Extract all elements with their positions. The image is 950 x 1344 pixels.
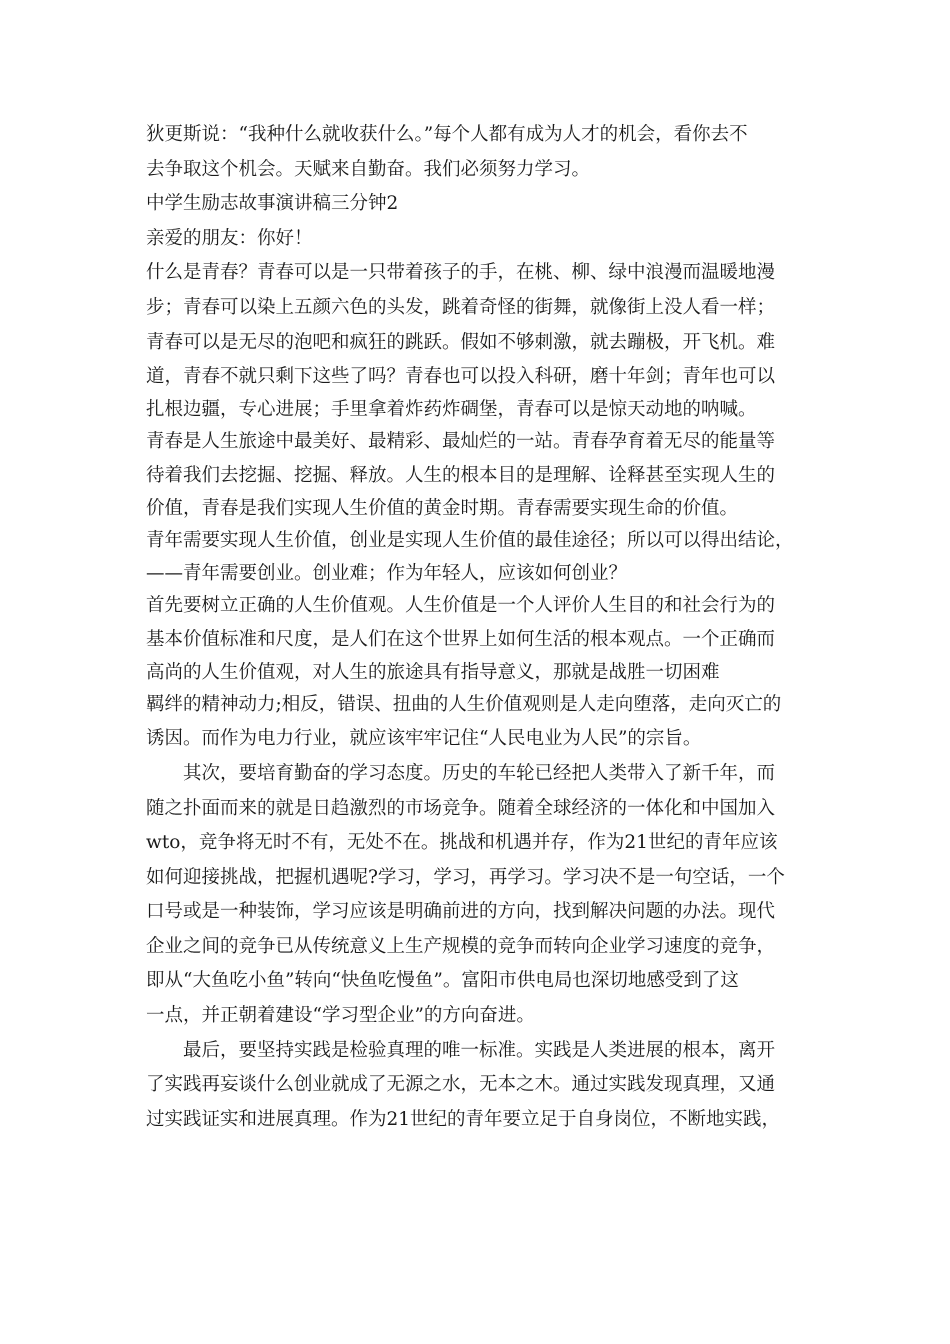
body-line: 青年需要实现人生价值，创业是实现人生价值的最佳途径；所以可以得出结论，: [146, 529, 794, 551]
body-line: 如何迎接挑战，把握机遇呢?学习，学习，再学习。学习决不是一句空话，一个: [146, 866, 785, 888]
body-line: 扎根边疆，专心进展；手里拿着炸药炸碉堡，青春可以是惊天动地的呐喊。: [146, 398, 757, 420]
greeting-line: 亲爱的朋友：你好！: [146, 227, 313, 249]
body-line: 青春可以是无尽的泡吧和疯狂的跳跃。假如不够刺激，就去蹦极，开飞机。难: [146, 331, 776, 353]
body-line: 口号或是一种装饰，学习应该是明确前进的方向，找到解决问题的办法。现代: [146, 901, 776, 923]
body-line: ——青年需要创业。创业难；作为年轻人，应该如何创业？: [146, 562, 628, 584]
body-line: 高尚的人生价值观，对人生的旅途具有指导意义，那就是战胜一切困难: [146, 661, 720, 683]
body-line: 随之扑面而来的就是日趋激烈的市场竞争。随着全球经济的一体化和中国加入: [146, 797, 776, 819]
body-line: 首先要树立正确的人生价值观。人生价值是一个人评价人生目的和社会行为的: [146, 594, 776, 616]
body-line: 即从“大鱼吃小鱼”转向“快鱼吃慢鱼”。富阳市供电局也深切地感受到了这: [146, 970, 739, 992]
body-line: 青春是人生旅途中最美好、最精彩、最灿烂的一站。青春孕育着无尽的能量等: [146, 430, 776, 452]
body-line: 了实践再妄谈什么创业就成了无源之水，无本之木。通过实践发现真理，又通: [146, 1074, 776, 1096]
body-line: 过实践证实和进展真理。作为21世纪的青年要立足于自身岗位，不断地实践，: [146, 1108, 781, 1130]
body-line: 其次，要培育勤奋的学习态度。历史的车轮已经把人类带入了新千年，而: [183, 762, 776, 784]
document-body: [146, 118, 810, 1137]
body-line: 狄更斯说：“我种什么就收获什么。”每个人都有成为人才的机会，看你去不: [146, 124, 748, 145]
body-line: 步；青春可以染上五颜六色的头发，跳着奇怪的街舞，就像街上没人看一样；: [146, 296, 776, 318]
section-title: 中学生励志故事演讲稿三分钟2: [146, 193, 399, 215]
body-line: 基本价值标准和尺度，是人们在这个世界上如何生活的根本观点。一个正确而: [146, 629, 776, 651]
body-line: 待着我们去挖掘、挖掘、释放。人生的根本目的是理解、诠释甚至实现人生的: [146, 465, 776, 487]
body-line: 最后，要坚持实践是检验真理的唯一标准。实践是人类进展的根本，离开: [183, 1039, 776, 1061]
body-line: 道，青春不就只剩下这些了吗？青春也可以投入科研，磨十年剑；青年也可以: [146, 366, 776, 388]
body-line: wto，竞争将无时不有，无处不在。挑战和机遇并存，作为21世纪的青年应该: [146, 832, 778, 854]
body-line: 价值，青春是我们实现人生价值的黄金时期。青春需要实现生命的价值。: [146, 497, 739, 519]
body-line: 什么是青春？青春可以是一只带着孩子的手，在桃、柳、绿中浪漫而温暖地漫: [146, 262, 776, 284]
body-line: 去争取这个机会。天赋来自勤奋。我们必须努力学习。: [146, 158, 591, 180]
body-line: 一点，并正朝着建设“学习型企业”的方向奋进。: [146, 1005, 535, 1027]
body-line: 企业之间的竞争已从传统意义上生产规模的竞争而转向企业学习速度的竞争，: [146, 935, 776, 957]
body-line: 羁绊的精神动力;相反，错误、扭曲的人生价值观则是人走向堕落，走向灭亡的: [146, 693, 782, 715]
body-line: 诱因。而作为电力行业，就应该牢牢记住“人民电业为人民”的宗旨。: [146, 728, 702, 750]
